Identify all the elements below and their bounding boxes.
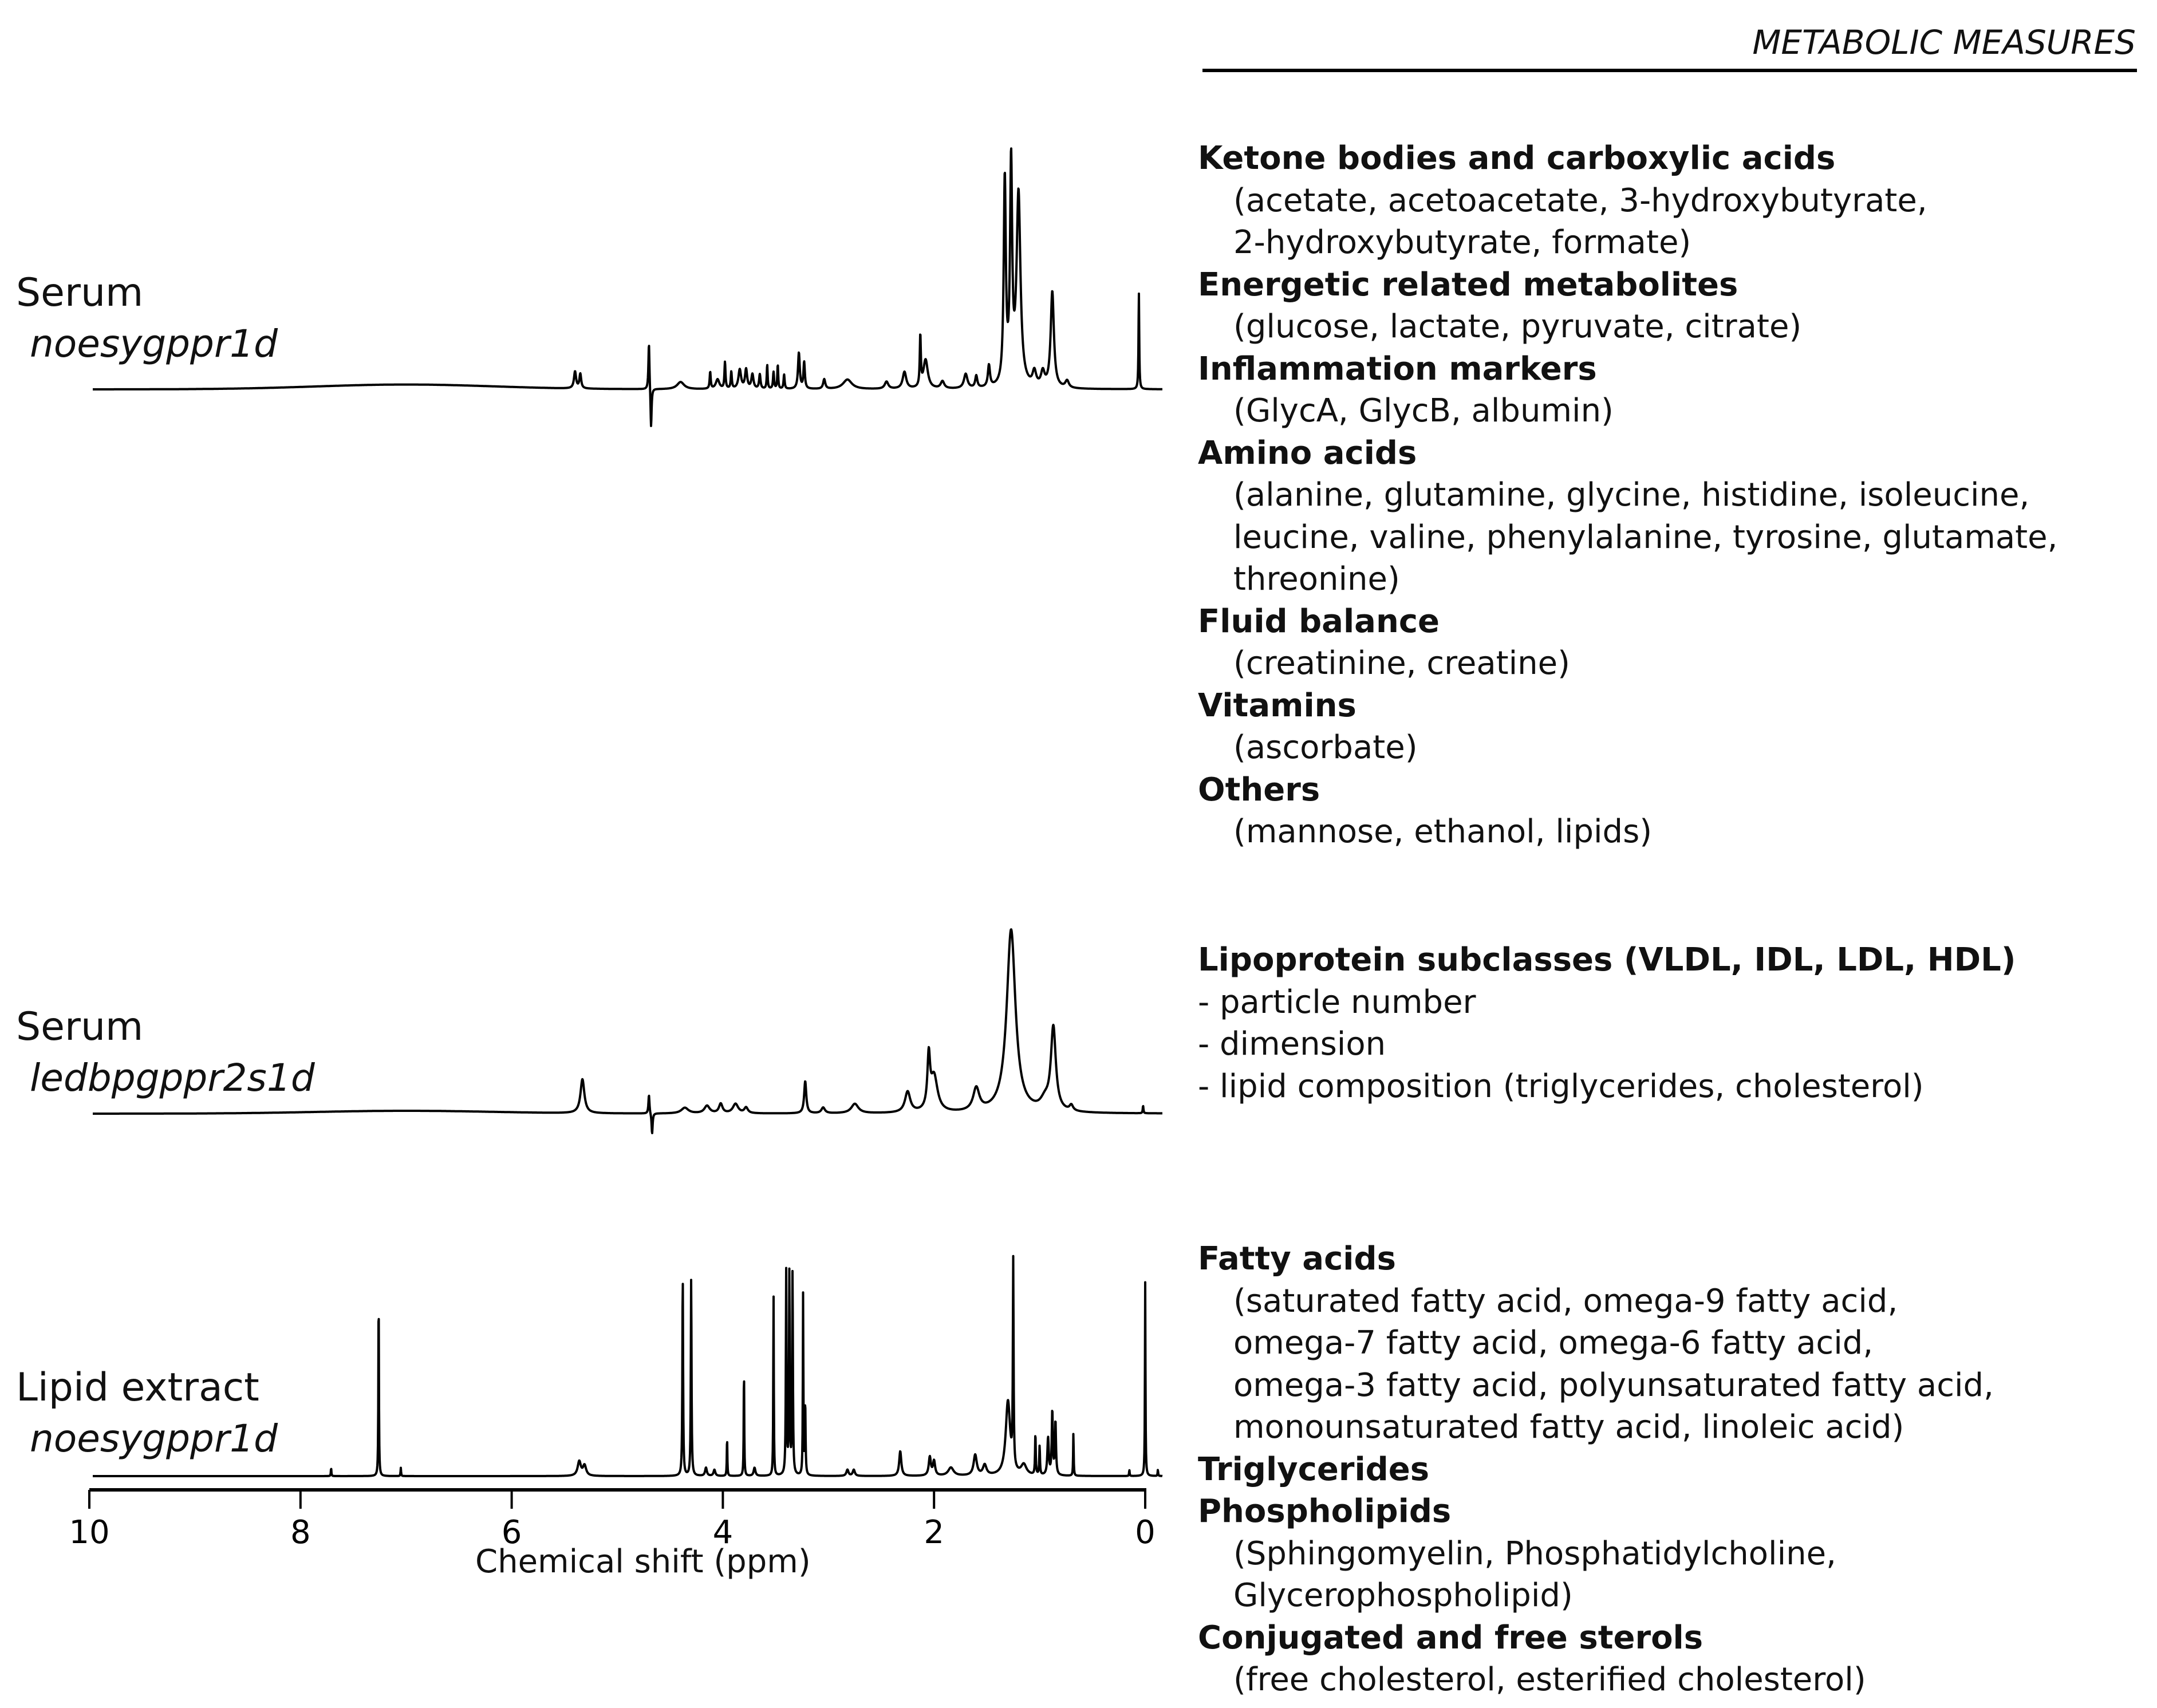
x-axis-ticks	[69, 1490, 1155, 1551]
measure-heading: Ketone bodies and carboxylic acids	[1198, 140, 1836, 177]
measure-bullet: - dimension	[1198, 1025, 1386, 1063]
x-tick-label: 4	[712, 1514, 734, 1551]
x-axis	[69, 1490, 1155, 1551]
measure-detail: (mannose, ethanol, lipids)	[1233, 813, 1653, 850]
measure-heading: Inflammation markers	[1198, 350, 1597, 388]
measure-heading: Fatty acids	[1198, 1240, 1396, 1277]
measures-lipid-extract	[1198, 1238, 2148, 1701]
measure-heading: Phospholipids	[1198, 1493, 1452, 1530]
sample-label-lipid-extract: Lipid extract	[16, 1365, 259, 1410]
measure-heading: Vitamins	[1198, 687, 1356, 724]
x-axis-title: Chemical shift (ppm)	[475, 1543, 811, 1580]
measure-bullet: - particle number	[1198, 983, 1476, 1021]
sample-label-serum-2: Serum	[16, 1004, 144, 1050]
measure-heading: Lipoprotein subclasses (VLDL, IDL, LDL, HDL)	[1198, 941, 2016, 979]
measure-detail: omega-7 fatty acid, omega-6 fatty acid,	[1233, 1324, 1874, 1362]
measure-heading: Triglycerides	[1198, 1450, 1430, 1488]
x-tick-label: 10	[69, 1514, 110, 1551]
measure-detail: leucine, valine, phenylalanine, tyrosine, glutamate,	[1233, 518, 2058, 556]
measure-detail: (alanine, glutamine, glycine, histidine, isoleucine,	[1233, 476, 2030, 514]
measure-detail: omega-3 fatty acid, polyunsaturated fatty acid,	[1233, 1366, 1994, 1404]
spectrum-trace-2	[93, 929, 1162, 1133]
measure-detail: monounsaturated fatty acid, linoleic acid)	[1233, 1409, 1904, 1446]
measure-detail: (free cholesterol, esterified cholesterol)	[1233, 1661, 1866, 1698]
spectrum-trace-1	[93, 148, 1162, 426]
pulse-sequence-label-3: noesygppr1d	[30, 1417, 278, 1461]
x-tick-label: 6	[501, 1514, 522, 1551]
pulse-sequence-label-2: ledbpgppr2s1d	[30, 1056, 315, 1100]
measure-detail: 2-hydroxybutyrate, formate)	[1233, 224, 1691, 261]
measure-detail: (glucose, lactate, pyruvate, citrate)	[1233, 308, 1802, 345]
x-tick-label: 0	[1135, 1514, 1156, 1551]
header-rule	[1202, 69, 2137, 72]
measure-heading: Energetic related metabolites	[1198, 266, 1738, 303]
measures-serum-noesy	[1198, 137, 2148, 853]
measure-detail: (acetate, acetoacetate, 3-hydroxybutyrate,	[1233, 182, 1927, 219]
measure-detail: (creatinine, creatine)	[1233, 645, 1570, 682]
x-tick-label: 8	[290, 1514, 311, 1551]
measure-detail: (saturated fatty acid, omega-9 fatty acid,	[1233, 1282, 1898, 1320]
measure-heading: Amino acids	[1198, 434, 1417, 472]
measure-detail: (Sphingomyelin, Phosphatidylcholine,	[1233, 1535, 1836, 1572]
sample-label-serum-1: Serum	[16, 270, 144, 315]
measure-detail: threonine)	[1233, 561, 1400, 598]
x-tick-label: 2	[924, 1514, 945, 1551]
panel-header: METABOLIC MEASURES	[1752, 23, 2136, 62]
measure-heading: Fluid balance	[1198, 602, 1440, 640]
measure-detail: (ascorbate)	[1233, 729, 1418, 766]
measures-serum-ledbp	[1198, 939, 2148, 1107]
measure-heading: Others	[1198, 771, 1320, 808]
measure-detail: (GlycA, GlycB, albumin)	[1233, 392, 1614, 429]
measure-detail: Glycerophospholipid)	[1233, 1577, 1573, 1614]
pulse-sequence-label-1: noesygppr1d	[30, 322, 278, 366]
measure-heading: Conjugated and free sterols	[1198, 1619, 1703, 1656]
measure-bullet: - lipid composition (triglycerides, cholesterol)	[1198, 1067, 1924, 1105]
